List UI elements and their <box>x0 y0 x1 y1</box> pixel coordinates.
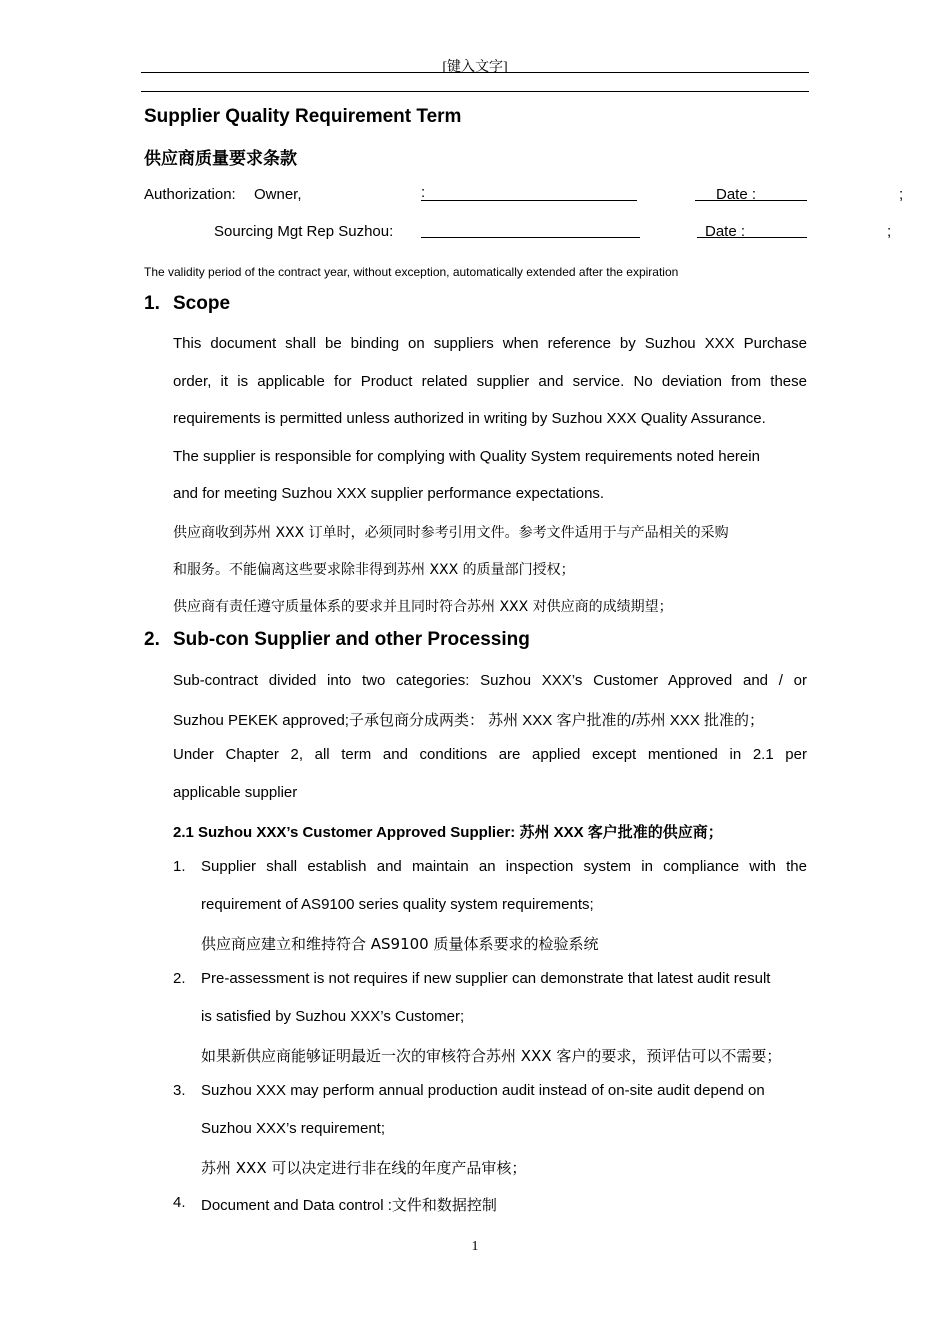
list-item-line: Pre-assessment is not requires if new supplier can demonstrate that latest audit result <box>201 970 771 987</box>
section-1-number: 1. <box>144 293 160 314</box>
owner-label: Owner, <box>254 186 302 203</box>
paragraph-line: This document shall be binding on suppliers when reference by Suzhou XXX Purchase <box>173 335 807 352</box>
list-item-line-cn: 苏州 XXX 可以决定进行非在线的年度产品审核； <box>201 1159 527 1177</box>
header-rule <box>141 72 809 73</box>
section-2-heading: Sub-con Supplier and other Processing <box>173 629 530 650</box>
list-item-number: 3. <box>173 1082 186 1099</box>
paragraph-line: Under Chapter 2, all term and conditions are applied except mentioned in 2.1 per <box>173 746 807 763</box>
list-item-line-cn: 供应商应建立和维持符合 AS9100 质量体系要求的检验系统 <box>201 935 599 953</box>
list-item-line: requirement of AS9100 series quality system requirements; <box>201 896 594 913</box>
paragraph-line: Sub-contract divided into two categories: Suzhou XXX’s Customer Approved and / or <box>173 672 807 689</box>
list-item-line: Supplier shall establish and maintain an inspection system in compliance with the <box>201 858 807 875</box>
section-2-number: 2. <box>144 629 160 650</box>
page-number: 1 <box>471 1239 479 1254</box>
owner-signature-line <box>421 200 637 201</box>
date-line-1 <box>695 200 807 201</box>
paragraph-line-cn: 供应商有责任遵守质量体系的要求并且同时符合苏州 XXX 对供应商的成绩期望； <box>173 599 673 615</box>
section-1-heading: Scope <box>173 293 231 314</box>
sourcing-signature-line <box>421 237 640 238</box>
sourcing-label: Sourcing Mgt Rep Suzhou: <box>214 223 394 240</box>
paragraph-line-cn: 和服务。不能偏离这些要求除非得到苏州 XXX 的质量部门授权； <box>173 562 575 578</box>
document-title-cn: 供应商质量要求条款 <box>144 149 297 169</box>
list-item-line: Suzhou XXX’s requirement; <box>201 1120 385 1137</box>
paragraph-line: Suzhou PEKEK approved;子承包商分成两类： 苏州 XXX 客户批准的/苏州 XXX 批准的； <box>173 712 764 729</box>
owner-colon: : <box>421 184 426 201</box>
date-line-2 <box>697 237 807 238</box>
document-title: Supplier Quality Requirement Term <box>144 106 462 127</box>
paragraph-line: order, it is applicable for Product related supplier and service. No deviation from these <box>173 373 807 390</box>
date-label-1: Date : <box>716 186 757 203</box>
paragraph-line: The supplier is responsible for complying with Quality System requirements noted herein <box>173 448 760 465</box>
paragraph-line: applicable supplier <box>173 784 298 801</box>
date-label-2: Date : <box>705 223 746 240</box>
semicolon-1: ; <box>899 186 904 203</box>
list-item-line: is satisfied by Suzhou XXX’s Customer; <box>201 1008 465 1025</box>
list-item-line-cn: 如果新供应商能够证明最近一次的审核符合苏州 XXX 客户的要求，预评估可以不需要； <box>201 1047 782 1065</box>
authorization-label: Authorization: <box>144 186 236 203</box>
semicolon-2: ; <box>887 223 892 240</box>
list-item-number: 2. <box>173 970 186 987</box>
subsection-2-1-heading: 2.1 Suzhou XXX’s Customer Approved Supplier: 苏州 XXX 客户批准的供应商； <box>173 824 723 841</box>
header-rule-lower <box>141 91 809 92</box>
paragraph-line-cn: 供应商收到苏州 XXX 订单时，必须同时参考引用文件。参考文件适用于与产品相关的采购 <box>173 525 729 541</box>
list-item-number: 4. <box>173 1194 186 1211</box>
paragraph-line: and for meeting Suzhou XXX supplier performance expectations. <box>173 485 605 502</box>
list-item-line: Suzhou XXX may perform annual production audit instead of on-site audit depend on <box>201 1082 765 1099</box>
validity-note: The validity period of the contract year, without exception, automatically extended after the expiration <box>144 265 679 279</box>
page-header: [键入文字] <box>442 60 508 75</box>
list-item-number: 1. <box>173 858 186 875</box>
paragraph-line: requirements is permitted unless authorized in writing by Suzhou XXX Quality Assurance. <box>173 410 766 427</box>
list-item-line: Document and Data control :文件和数据控制 <box>201 1197 497 1214</box>
